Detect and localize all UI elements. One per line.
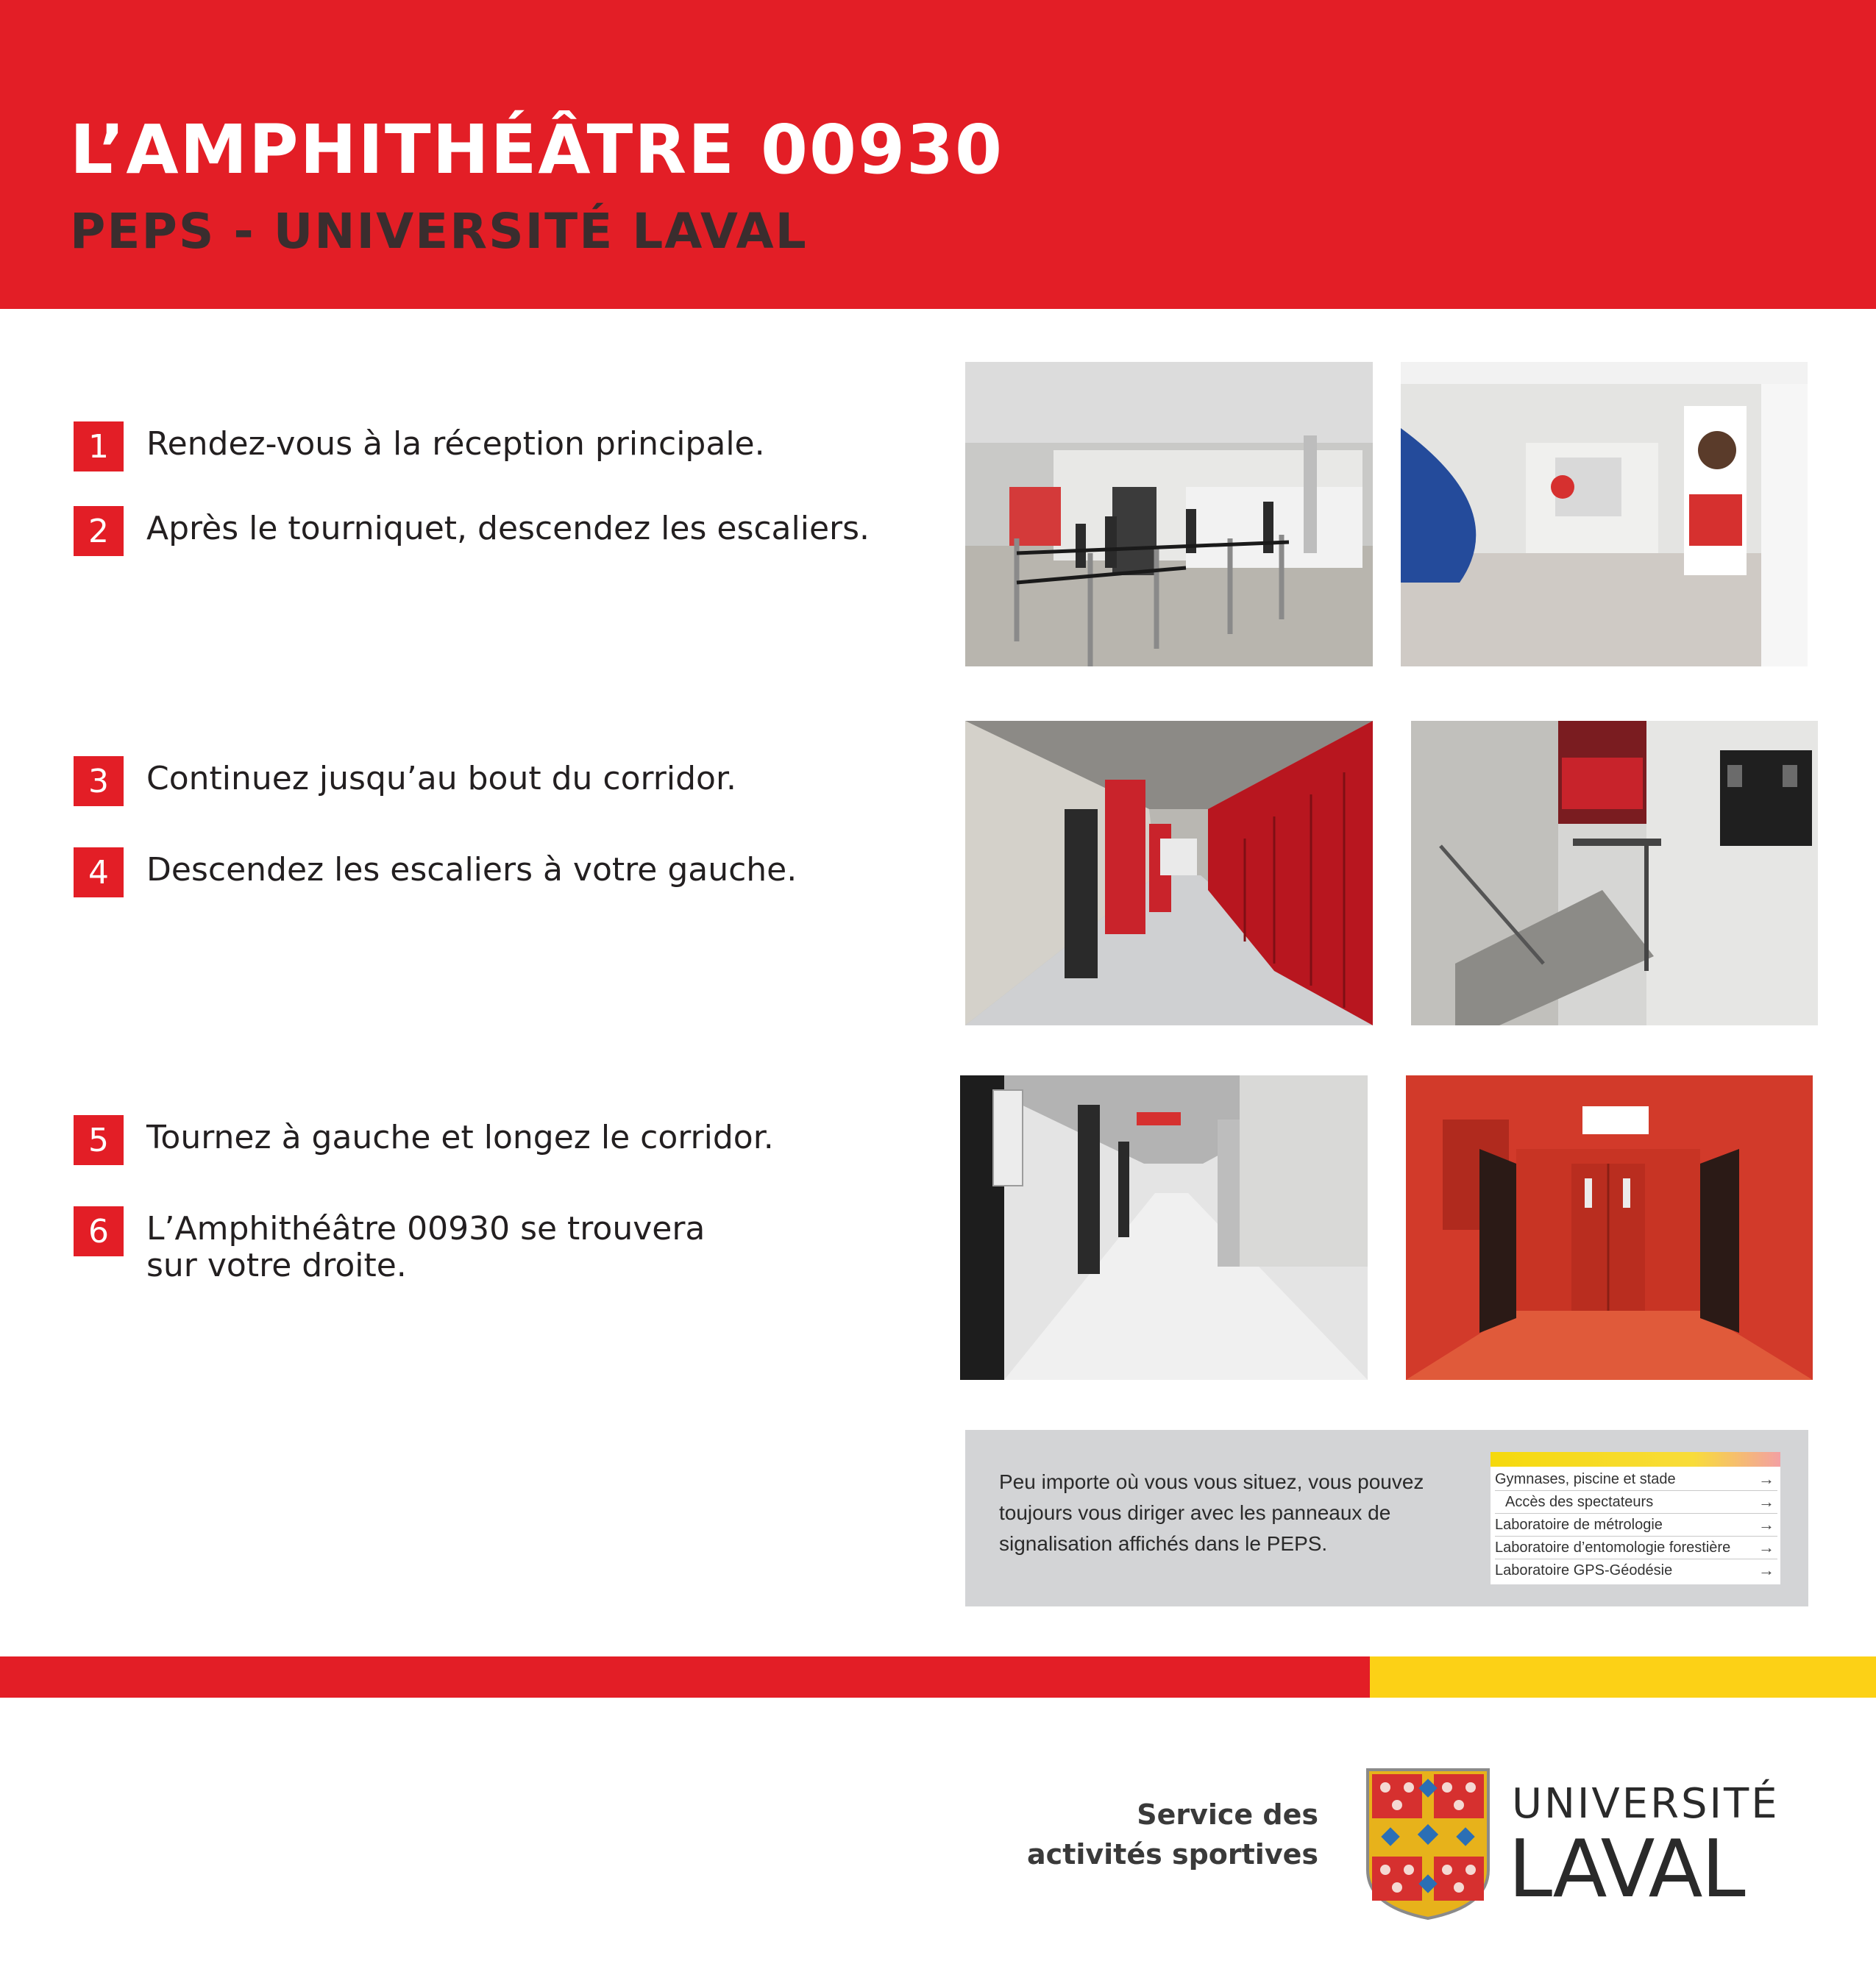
- step-text: Rendez-vous à la réception principale.: [146, 425, 765, 463]
- step-5: [74, 1115, 774, 1165]
- photo-hall: [1401, 362, 1808, 666]
- university-crest-icon: [1365, 1767, 1491, 1921]
- header-banner: [0, 0, 1876, 309]
- step-2: [74, 506, 870, 556]
- info-box: [965, 1430, 1808, 1606]
- arrow-right-icon: →: [1758, 1515, 1774, 1534]
- sign-row: [1495, 1537, 1777, 1559]
- step-6: [74, 1206, 705, 1284]
- step-number: 4: [74, 847, 124, 897]
- sign-row-label: Laboratoire de métrologie: [1495, 1516, 1663, 1533]
- page-title: L’AMPHITHÉÂTRE 00930: [70, 110, 1004, 189]
- step-number: 6: [74, 1206, 124, 1256]
- step-text: Tournez à gauche et longez le corridor.: [146, 1119, 774, 1156]
- sign-row: [1495, 1491, 1777, 1514]
- info-text: Peu importe où vous vous situez, vous pouvez toujours vous diriger avec les panneaux de signalisation affichés dans le PEPS.: [999, 1470, 1424, 1555]
- arrow-right-icon: →: [1758, 1492, 1774, 1511]
- step-text: Descendez les escaliers à votre gauche.: [146, 851, 797, 889]
- step-4: [74, 847, 797, 897]
- logo-universite: UNIVERSITÉ: [1512, 1780, 1780, 1828]
- photo-red-doors: [1406, 1075, 1813, 1380]
- step-1: [74, 421, 765, 471]
- sign-row-label: Gymnases, piscine et stade: [1495, 1470, 1676, 1487]
- sign-row-label: Laboratoire d’entomologie forestière: [1495, 1539, 1731, 1556]
- sign-row-label: Accès des spectateurs: [1505, 1493, 1654, 1510]
- logo-laval: LAVAL: [1508, 1823, 1744, 1915]
- step-number: 1: [74, 421, 124, 471]
- step-number: 2: [74, 506, 124, 556]
- signage-color-bar: [1491, 1452, 1780, 1467]
- step-3: [74, 756, 736, 806]
- arrow-right-icon: →: [1758, 1561, 1774, 1579]
- step-text: Continuez jusqu’au bout du corridor.: [146, 760, 737, 797]
- sign-row: [1495, 1559, 1777, 1581]
- step-number: 5: [74, 1115, 124, 1165]
- step-number: 3: [74, 756, 124, 806]
- photo-long-corridor: [960, 1075, 1368, 1380]
- sign-row: [1495, 1468, 1777, 1491]
- sign-row-label: Laboratoire GPS-Géodésie: [1495, 1562, 1673, 1579]
- photo-corridor-lockers: [965, 721, 1373, 1025]
- arrow-right-icon: →: [1758, 1538, 1774, 1556]
- photo-reception: [965, 362, 1373, 666]
- photo-stairs: [1411, 721, 1818, 1025]
- footer-bar-yellow: [1370, 1656, 1876, 1698]
- sign-row: [1495, 1514, 1777, 1537]
- step-text: Après le tourniquet, descendez les escaliers.: [146, 510, 870, 547]
- signage-example: [1491, 1452, 1780, 1584]
- footer-bar-red: [0, 1656, 1370, 1698]
- service-name: Service des activités sportives: [1027, 1798, 1318, 1871]
- step-text: L’Amphithéâtre 00930 se trouvera sur votre droite.: [146, 1210, 706, 1284]
- arrow-right-icon: →: [1758, 1470, 1774, 1488]
- page-subtitle: PEPS - UNIVERSITÉ LAVAL: [70, 203, 808, 260]
